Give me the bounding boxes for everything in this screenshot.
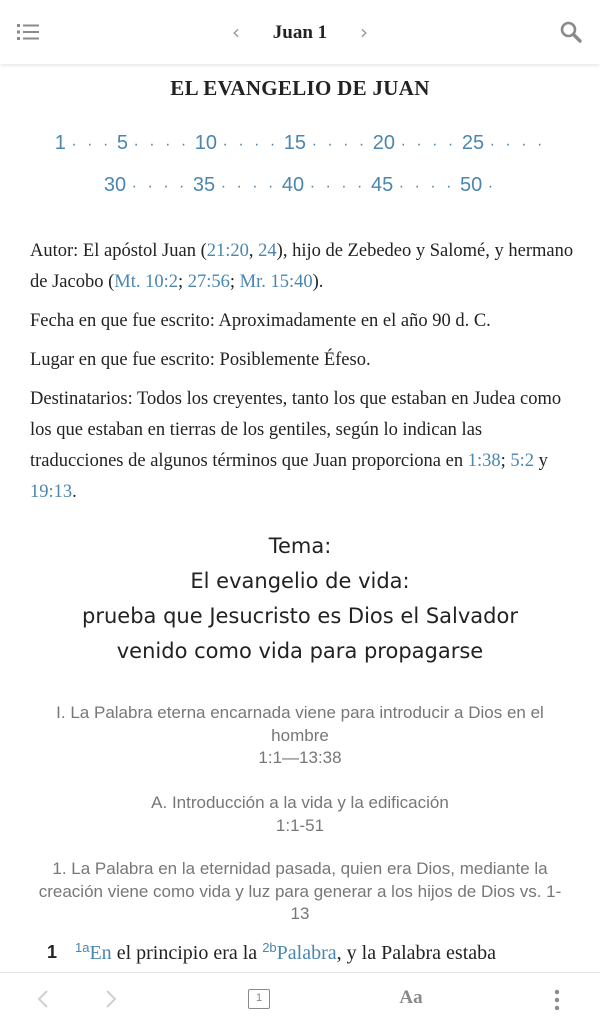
verse-number: 1 (47, 942, 58, 962)
verse-index-link[interactable]: 15 (283, 132, 307, 154)
destinatarios-text: Destinatarios: Todos los creyentes, tanto los que estaban en Judea como los que estaban en tierras de los gentiles, según lo indican las traducciones de algunos términos que Juan proporciona en (30, 389, 562, 471)
font-settings-button[interactable]: Aa (399, 987, 423, 1008)
cross-ref-link[interactable]: 5:2 (510, 451, 535, 471)
verse-index-link[interactable]: 50 (459, 174, 483, 196)
tema-block (0, 529, 600, 669)
verse-plain-text: el principio era la (111, 942, 263, 964)
verse-index-link[interactable]: 5 (116, 132, 128, 154)
outline-title: A. Introducción a la vida y la edificación (151, 793, 449, 812)
verse-index-dots: · · · · (131, 178, 188, 195)
footnote-marker[interactable]: 1a (75, 940, 90, 955)
verse-index-link[interactable]: 20 (372, 132, 396, 154)
verse-index-dots: · · · · (309, 178, 366, 195)
tema-line: El evangelio de vida: (190, 569, 410, 593)
footnote-word[interactable]: Palabra (276, 942, 337, 964)
verse-index-link[interactable]: 40 (281, 174, 305, 196)
verse-index-link[interactable]: 1 (54, 132, 66, 154)
intro-autor (30, 236, 578, 298)
verse-index-dots: · · · · (400, 136, 457, 153)
verse-index-link[interactable]: 10 (194, 132, 217, 154)
verse-index-row-2 (0, 174, 600, 197)
outline-item-1[interactable] (30, 702, 570, 770)
intro-fecha: Fecha en que fue escrito: Aproximadamente en el año 90 d. C. (30, 311, 491, 331)
verse-index-link[interactable]: 45 (370, 174, 394, 196)
cross-ref-link[interactable]: 1:38 (467, 451, 501, 471)
autor-text: ), hijo de Zebedeo y Salomé, y hermano de Jacobo ( (30, 241, 574, 292)
outline-ref: 1:1-51 (275, 815, 325, 835)
autor-text: Autor: El apóstol Juan ( (30, 241, 207, 261)
autor-text: ; (229, 272, 240, 292)
verse-index-dots: · (487, 178, 497, 195)
tema-line: venido como vida para propagarse (116, 639, 484, 663)
arrow-right-icon[interactable] (98, 987, 124, 1011)
cross-ref-link[interactable]: 21:20 (206, 241, 249, 261)
verse-1[interactable] (0, 940, 600, 972)
verse-plain-text: , y la Palabra estaba (336, 942, 497, 964)
cross-ref-link[interactable]: 19:13 (30, 482, 73, 502)
verse-index-link[interactable]: 25 (461, 132, 485, 154)
outline-title: I. La Palabra eterna encarnada viene para introducir a Dios en el hombre (56, 703, 544, 745)
book-title: EL EVANGELIO DE JUAN (170, 76, 430, 100)
verse-index-dots: · · · · (222, 136, 279, 153)
verse-index-dots: · · · · (133, 136, 190, 153)
tema-line: prueba que Jesucristo es Dios el Salvador (82, 604, 518, 628)
destinatarios-text: ; (500, 451, 511, 471)
verse-index-dots: · · · · (220, 178, 277, 195)
outline-item-3[interactable] (36, 858, 564, 926)
verse-text (75, 940, 496, 965)
autor-text: , (248, 241, 259, 261)
outline-ref: 1:1—13:38 (258, 748, 342, 767)
destinatarios-text: . (72, 482, 77, 502)
tema-heading: Tema: (268, 534, 332, 558)
next-chapter-button[interactable]: › (360, 20, 368, 44)
prev-chapter-button[interactable]: ‹ (232, 20, 240, 44)
autor-text: ). (312, 272, 324, 292)
cross-ref-link[interactable]: Mr. 15:40 (239, 272, 313, 292)
cross-ref-link[interactable]: 27:56 (187, 272, 230, 292)
cross-ref-link[interactable]: Mt. 10:2 (114, 272, 178, 292)
verse-index-link[interactable]: 35 (192, 174, 216, 196)
footnote-marker[interactable]: 2b (262, 940, 277, 955)
intro-lugar: Lugar en que fue escrito: Posiblemente Éfeso. (30, 350, 371, 370)
destinatarios-text: y (534, 451, 548, 471)
footnote-word[interactable]: En (89, 942, 112, 964)
verse-index-dots: · · · (71, 136, 112, 153)
search-icon[interactable] (558, 19, 584, 45)
autor-text: ; (177, 272, 188, 292)
verse-index-dots: · · · · (311, 136, 368, 153)
verse-index-dots: · · · · (489, 136, 546, 153)
arrow-left-icon[interactable] (30, 987, 56, 1011)
list-menu-icon[interactable] (16, 20, 40, 44)
more-vertical-icon[interactable] (548, 987, 566, 1013)
verse-index-link[interactable]: 30 (103, 174, 127, 196)
cross-ref-link[interactable]: 24 (258, 241, 277, 261)
chapter-title[interactable]: Juan 1 (272, 22, 328, 43)
outline-title: 1. La Palabra en la eternidad pasada, quien era Dios, mediante la creación viene como vida y luz para generar a los hijos de Dios vs. 1-13 (38, 859, 562, 923)
reader-content[interactable] (0, 64, 600, 972)
chapter-box-button[interactable]: 1 (248, 989, 270, 1009)
verse-index-row-1 (0, 132, 600, 155)
top-bar (0, 0, 600, 64)
outline-item-2[interactable] (30, 792, 570, 837)
verse-index-dots: · · · · (398, 178, 455, 195)
intro-destinatarios (30, 384, 578, 508)
bottom-bar (0, 972, 600, 1024)
